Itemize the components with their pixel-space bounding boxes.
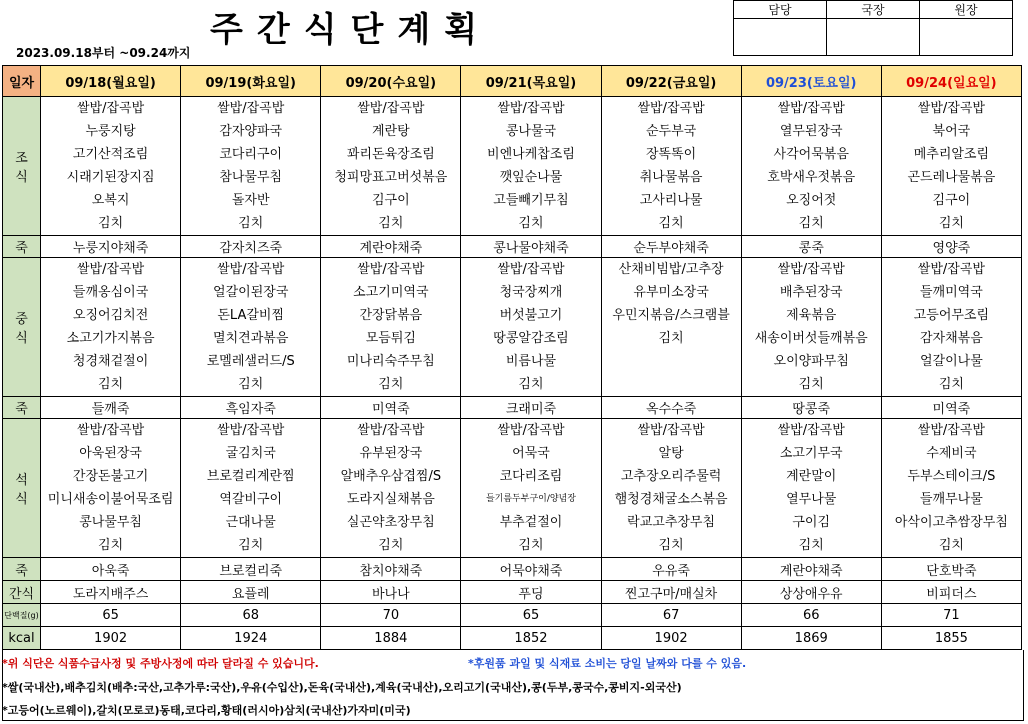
menu-item: 햄청경채굴소스볶음: [614, 492, 728, 507]
menu-item: 쌀밥/잡곡밥: [217, 423, 285, 438]
menu-item: 돌자반: [231, 193, 270, 208]
menu-item: 김치: [658, 216, 684, 231]
menu-item: 역갈비구이: [219, 492, 283, 507]
breakfast-porridge-row: [3, 236, 1022, 258]
menu-item: 김치: [238, 216, 264, 231]
menu-item: 들깨옹심이국: [72, 285, 149, 300]
menu-item: 김치: [518, 538, 544, 553]
menu-item: 코다리조림: [499, 469, 563, 484]
menu-item: 오이양파무침: [773, 354, 849, 369]
porridge-cell: 미역죽: [881, 397, 1021, 419]
menu-item: 호박새우젓볶음: [767, 170, 856, 185]
lunch-cell: [881, 258, 1021, 397]
menu-item: 열무된장국: [779, 124, 843, 139]
snack-label: 간식: [3, 581, 41, 604]
menu-item: 미니새송이불어묵조림: [47, 492, 174, 507]
menu-item: 김치: [798, 216, 824, 231]
porridge-cell: 옥수수죽: [601, 397, 741, 419]
menu-item: 새송이버섯들깨볶음: [754, 331, 868, 346]
menu-item: 김치: [938, 538, 964, 553]
menu-item: 쌀밥/잡곡밥: [497, 262, 565, 277]
dinner-label: 석 식: [3, 419, 41, 558]
day-header: 09/21(목요일): [461, 66, 601, 97]
menu-item: 소고기무국: [779, 446, 843, 461]
menu-item: 김치: [98, 538, 124, 553]
snack-row: [3, 581, 1022, 604]
menu-item: 김치: [938, 377, 964, 392]
snack-cell: 바나나: [321, 581, 461, 604]
note-donation: *후원품 과일 및 식재료 소비는 당일 날짜와 다를 수 있음.: [468, 657, 747, 670]
kcal-cell: 1902: [41, 627, 181, 650]
menu-item: 실곤약초장무침: [346, 515, 435, 530]
period-range: 2023.09.18부터 ~09.24까지: [16, 46, 191, 60]
menu-item: 쌀밥/잡곡밥: [77, 423, 145, 438]
menu-item: 쌀밥/잡곡밥: [917, 262, 985, 277]
menu-item: 두부스테이크/S: [907, 469, 996, 484]
menu-item: 쌀밥/잡곡밥: [357, 423, 425, 438]
menu-item: [602, 350, 741, 373]
menu-item: 취나물볶음: [639, 170, 703, 185]
breakfast-row: [3, 97, 1022, 236]
breakfast-cell: [741, 97, 881, 236]
dinner-cell: [881, 419, 1021, 558]
menu-item: 김치: [238, 538, 264, 553]
porridge-cell: 계란야채죽: [321, 236, 461, 258]
menu-item: 알탕: [658, 446, 684, 461]
menu-item: 메추리알조림: [913, 147, 990, 162]
lunch-porridge-row: [3, 397, 1022, 419]
kcal-label: kcal: [3, 627, 41, 650]
porridge-label: 죽: [3, 397, 41, 419]
menu-item: 김치: [518, 377, 544, 392]
menu-item: 김치: [378, 216, 404, 231]
kcal-cell: 1902: [601, 627, 741, 650]
approval-sign-cell[interactable]: [734, 19, 827, 56]
porridge-cell: 미역죽: [321, 397, 461, 419]
menu-item: 쌀밥/잡곡밥: [77, 262, 145, 277]
snack-cell: 푸딩: [461, 581, 601, 604]
menu-item: 사각어묵볶음: [773, 147, 849, 162]
protein-cell: 68: [181, 604, 321, 627]
menu-item: 감자채볶음: [919, 331, 983, 346]
day-header: 09/19(화요일): [181, 66, 321, 97]
menu-item: 콩나물무침: [79, 515, 142, 530]
snack-cell: 비피더스: [881, 581, 1021, 604]
menu-item: 배추된장국: [779, 285, 843, 300]
breakfast-label: 조 식: [3, 97, 41, 236]
menu-item: 쌀밥/잡곡밥: [217, 262, 285, 277]
menu-item: 돈LA갈비찜: [217, 308, 285, 323]
menu-item: 비엔나케찹조림: [487, 147, 575, 162]
porridge-cell: 누룽지야채죽: [41, 236, 181, 258]
menu-item: 쌀밥/잡곡밥: [357, 101, 425, 116]
menu-item: 비름나물: [505, 354, 557, 369]
protein-cell: 70: [321, 604, 461, 627]
protein-cell: 71: [881, 604, 1021, 627]
menu-item: 멸치견과볶음: [213, 331, 289, 346]
weekly-menu-table: [2, 65, 1022, 650]
snack-cell: 찐고구마/매실차: [601, 581, 741, 604]
porridge-cell: 단호박죽: [881, 558, 1021, 581]
menu-item: 고추장오리주물럭: [620, 469, 722, 484]
menu-item: 산채비빔밥/고추장: [618, 262, 724, 277]
menu-item: 쌀밥/잡곡밥: [777, 101, 845, 116]
dinner-cell: [181, 419, 321, 558]
menu-item: 쌀밥/잡곡밥: [777, 423, 845, 438]
menu-item: 쌀밥/잡곡밥: [777, 262, 845, 277]
menu-item: 근대나물: [225, 515, 276, 530]
menu-item: 쌀밥/잡곡밥: [497, 423, 565, 438]
lunch-row: [3, 258, 1022, 397]
porridge-cell: 순두부야채죽: [601, 236, 741, 258]
breakfast-cell: [181, 97, 321, 236]
menu-item: 순두부국: [645, 124, 697, 139]
menu-item: 로멜레샐러드/S: [206, 354, 295, 369]
menu-item: 미나리숙주무침: [346, 354, 435, 369]
menu-item: 열무나물: [786, 492, 837, 507]
approval-box: [733, 0, 1013, 56]
day-header-saturday: 09/23(토요일): [741, 66, 881, 97]
menu-item: 쌀밥/잡곡밥: [357, 262, 425, 277]
menu-item: 코다리구이: [219, 147, 283, 162]
menu-item: 고등어무조림: [913, 308, 990, 323]
menu-item: 들깨무나물: [919, 492, 983, 507]
porridge-cell: 영양죽: [881, 236, 1021, 258]
menu-item: 참나물무침: [219, 170, 283, 185]
protein-row: [3, 604, 1022, 627]
porridge-cell: 우유죽: [601, 558, 741, 581]
menu-item: 쌀밥/잡곡밥: [217, 101, 285, 116]
date-label: 일자: [3, 66, 41, 97]
menu-item: 깻잎순나물: [499, 170, 563, 185]
note-origin-2: *고등어(노르웨이),갈치(모로코)동태,코다리,황태(러시아)삼치(국내산)가자미(미국): [2, 704, 411, 717]
porridge-label: 죽: [3, 558, 41, 581]
menu-item: 버섯불고기: [499, 308, 563, 323]
porridge-cell: 계란야채죽: [741, 558, 881, 581]
menu-item: 김치: [378, 538, 404, 553]
menu-item: 유부된장국: [359, 446, 423, 461]
menu-item: 북어국: [932, 124, 971, 139]
porridge-cell: 감자치즈죽: [181, 236, 321, 258]
porridge-cell: 아욱죽: [41, 558, 181, 581]
menu-item: 굴김치국: [225, 446, 276, 461]
porridge-cell: 흑임자죽: [181, 397, 321, 419]
menu-item: 김치: [238, 377, 264, 392]
approval-header: 원장: [920, 1, 1013, 19]
kcal-cell: 1855: [881, 627, 1021, 650]
day-header-sunday: 09/24(일요일): [881, 66, 1021, 97]
porridge-cell: 콩죽: [741, 236, 881, 258]
breakfast-cell: [461, 97, 601, 236]
lunch-cell: [741, 258, 881, 397]
porridge-label: 죽: [3, 236, 41, 258]
menu-item: 고기산적조림: [72, 147, 149, 162]
menu-item: 쌀밥/잡곡밥: [917, 101, 985, 116]
menu-item: 계란말이: [786, 469, 837, 484]
menu-item: 어묵국: [512, 446, 550, 461]
menu-item: 우민지볶음/스크램블: [612, 308, 730, 323]
menu-item: 들기름두부구이/양념장: [485, 494, 576, 504]
protein-cell: 65: [461, 604, 601, 627]
menu-item: 김치: [798, 377, 824, 392]
menu-item: 수제비국: [926, 446, 977, 461]
menu-item: 계란탕: [372, 124, 410, 139]
menu-item: 아욱된장국: [79, 446, 142, 461]
lunch-cell: [601, 258, 741, 397]
menu-item: 김치: [378, 377, 404, 392]
porridge-cell: 땅콩죽: [741, 397, 881, 419]
menu-item: 청피망표고버섯볶음: [334, 170, 448, 185]
kcal-row: [3, 627, 1022, 650]
note-origin-1: *쌀(국내산),배추김치(배추:국산,고추가루:국산),우유(수입산),돈육(국내산),계육(국내산),오리고기(국내산),콩(두부,콩국수,콩비지-외국산): [2, 681, 682, 694]
menu-item: 김치: [798, 538, 824, 553]
menu-item: 김구이: [932, 193, 971, 208]
dinner-cell: [461, 419, 601, 558]
menu-item: 꽈리돈육장조림: [346, 147, 435, 162]
menu-item: 오복지: [91, 193, 130, 208]
snack-cell: 요플레: [181, 581, 321, 604]
approval-header: 담당: [734, 1, 827, 19]
menu-item: [602, 373, 741, 396]
menu-item: 소고기미역국: [353, 285, 429, 300]
snack-cell: 상상애우유: [741, 581, 881, 604]
menu-item: 소고기가지볶음: [66, 331, 155, 346]
menu-item: 김치: [98, 216, 124, 231]
menu-item: 청경채겉절이: [72, 354, 149, 369]
porridge-cell: 브로컬리죽: [181, 558, 321, 581]
menu-item: 유부미소장국: [633, 285, 709, 300]
breakfast-cell: [41, 97, 181, 236]
lunch-cell: [181, 258, 321, 397]
porridge-cell: 참치야채죽: [321, 558, 461, 581]
menu-item: 김구이: [372, 193, 410, 208]
menu-item: 쌀밥/잡곡밥: [917, 423, 985, 438]
dinner-row: [3, 419, 1022, 558]
menu-item: 누룽지탕: [85, 124, 136, 139]
menu-item: 제육볶음: [786, 308, 837, 323]
approval-header: 국장: [827, 1, 920, 19]
menu-item: 쌀밥/잡곡밥: [77, 101, 145, 116]
menu-item: 브로컬리계란찜: [206, 469, 295, 484]
approval-sign-cell[interactable]: [827, 19, 920, 56]
menu-item: 쌀밥/잡곡밥: [497, 101, 565, 116]
menu-item: 김치: [658, 538, 684, 553]
page-title: 주간식단계획: [210, 10, 492, 50]
lunch-label: 중 식: [3, 258, 41, 397]
menu-item: 부추겉절이: [499, 515, 563, 530]
menu-item: 김치: [658, 331, 684, 346]
menu-item: 곤드레나물볶음: [907, 170, 996, 185]
day-header: 09/18(월요일): [41, 66, 181, 97]
breakfast-cell: [321, 97, 461, 236]
kcal-cell: 1852: [461, 627, 601, 650]
menu-item: 김치: [98, 377, 124, 392]
menu-item: 알배추우삼겹찜/S: [340, 469, 442, 484]
menu-item: 얼갈이된장국: [213, 285, 289, 300]
lunch-cell: [41, 258, 181, 397]
porridge-cell: 크래미죽: [461, 397, 601, 419]
note-menu-change: *위 식단은 식품수급사정 및 주방사정에 따라 달라질 수 있습니다.: [2, 657, 319, 670]
menu-item: 고사리나물: [639, 193, 703, 208]
menu-item: 락교고추장무침: [627, 515, 716, 530]
menu-item: 오징어김치전: [72, 308, 149, 323]
protein-cell: 67: [601, 604, 741, 627]
menu-item: 쌀밥/잡곡밥: [637, 423, 705, 438]
breakfast-cell: [881, 97, 1021, 236]
protein-cell: 65: [41, 604, 181, 627]
menu-item: 모듬튀김: [365, 331, 416, 346]
dinner-cell: [41, 419, 181, 558]
menu-item: 장똑똑이: [645, 147, 697, 162]
menu-item: 들깨미역국: [919, 285, 983, 300]
day-header: 09/22(금요일): [601, 66, 741, 97]
day-header-row: [3, 66, 1022, 97]
menu-item: 오징어젓: [786, 193, 837, 208]
menu-item: 고들빼기무침: [493, 193, 569, 208]
kcal-cell: 1924: [181, 627, 321, 650]
menu-item: 얼갈이나물: [919, 354, 983, 369]
menu-item: 김치: [938, 216, 964, 231]
menu-item: 간장돈불고기: [72, 469, 149, 484]
lunch-cell: [321, 258, 461, 397]
menu-item: 간장닭볶음: [359, 308, 423, 323]
menu-item: 땅콩알감조림: [493, 331, 569, 346]
porridge-cell: 어묵야채죽: [461, 558, 601, 581]
menu-item: 아삭이고추쌈장무침: [894, 515, 1008, 530]
menu-item: 감자양파국: [219, 124, 283, 139]
porridge-cell: 들깨죽: [41, 397, 181, 419]
menu-item: 콩나물국: [505, 124, 557, 139]
porridge-cell: 콩나물야채죽: [461, 236, 601, 258]
dinner-cell: [741, 419, 881, 558]
dinner-porridge-row: [3, 558, 1022, 581]
menu-item: 도라지실채볶음: [346, 492, 435, 507]
kcal-cell: 1869: [741, 627, 881, 650]
approval-sign-cell[interactable]: [920, 19, 1013, 56]
menu-item: 구이김: [792, 515, 831, 530]
protein-cell: 66: [741, 604, 881, 627]
menu-item: 시래기된장지짐: [66, 170, 155, 185]
snack-cell: 도라지배주스: [41, 581, 181, 604]
dinner-cell: [321, 419, 461, 558]
menu-item: 청국장찌개: [499, 285, 563, 300]
lunch-cell: [461, 258, 601, 397]
day-header: 09/20(수요일): [321, 66, 461, 97]
breakfast-cell: [601, 97, 741, 236]
protein-label: 단백질(g): [3, 604, 41, 627]
kcal-cell: 1884: [321, 627, 461, 650]
menu-item: 쌀밥/잡곡밥: [637, 101, 705, 116]
menu-item: 김치: [518, 216, 544, 231]
dinner-cell: [601, 419, 741, 558]
